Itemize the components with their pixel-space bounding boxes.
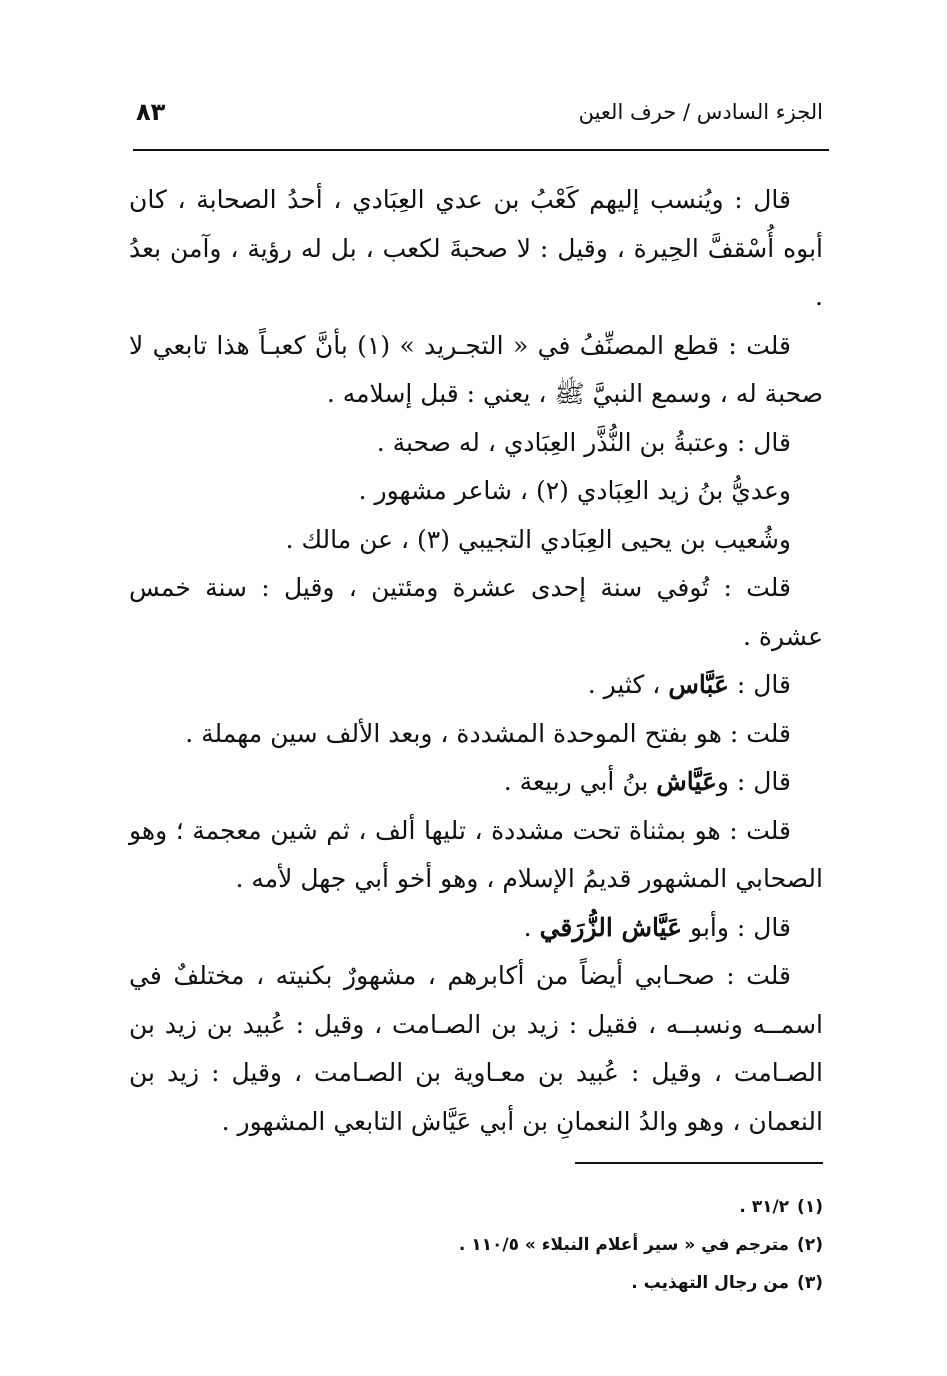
abbas-name: عَبَّاس (668, 670, 729, 699)
paragraph-kaab: قال : ويُنسب إليهم كَعْبُ بن عدي العِبَادي ، أحدُ الصحابة ، كان أبوه أُسْقفَّ الحِيرة ، وقيل : لا صحبةَ لكعب ، بل له رؤية ، وآمن بعدُ . (129, 185, 823, 311)
abu-ayyash-prefix: قال : وأبو (682, 912, 791, 942)
footnote-text: من رجال التهذيب . (631, 1273, 790, 1293)
paragraph-abu-ayyash (129, 904, 823, 953)
paragraph-tajrid-note: قلت : قطع المصنِّفُ في « التجـريد » (١) بأنَّ كعبـاً هذا تابعي لا صحبة له ، وسمع النبيَّ ﷺ ، يعني : قبل إسلامه . (129, 330, 823, 408)
paragraph-ayyash (129, 758, 823, 807)
paragraph-shuayb: وشُعيب بن يحيى العِبَادي التجيبي (٣) ، عن مالك . (285, 524, 791, 554)
footnote-text: مترجم في « سير أعلام النبلاء » ١١٠/٥ . (458, 1235, 790, 1255)
running-header: الجزء السادس / حرف العين (578, 100, 823, 124)
page-number: ٨٣ (136, 98, 166, 126)
footnote-number: (٢) (797, 1235, 823, 1255)
paragraph-ayyash-spelling: قلت : هو بمثناة تحت مشددة ، تليها ألف ، ثم شين معجمة ؛ وهو الصحابي المشهور قديمُ الإسلام ، وهو أخو أبي جهل لأمه . (129, 815, 823, 893)
main-text (129, 176, 823, 1146)
paragraph-utba: قال : وعتبةُ بن النُّذَّر العِبَادي ، له صحبة . (376, 427, 791, 457)
footnote-number: (٣) (797, 1273, 823, 1293)
footnote-rule (575, 1162, 823, 1164)
paragraph-abbas-spelling: قلت : هو بفتح الموحدة المشددة ، وبعد الألف سين مهملة . (185, 718, 791, 748)
ayyash-suffix: بنُ أبي ربيعة . (503, 767, 657, 796)
footnote-text: ٣١/٢ . (739, 1197, 790, 1217)
abbas-suffix: ، كثير . (587, 670, 669, 699)
footnote-number: (١) (797, 1197, 823, 1217)
ayyash-name: عَيَّاش (656, 767, 717, 796)
ayyash-prefix: قال : و (716, 767, 791, 796)
paragraph-abbas (129, 661, 823, 710)
abu-ayyash-name: عَيَّاش الزُّرَقي (539, 912, 683, 942)
footnotes (129, 1188, 823, 1302)
paragraph-death-date: قلت : تُوفي سنة إحدى عشرة ومئتين ، وقيل : سنة خمس عشرة . (129, 573, 823, 651)
paragraph-abu-ayyash-names: قلت : صحـابي أيضاً من أكابرهم ، مشهورٌ بكنيته ، مختلفٌ في اسمــه ونسبــه ، فقيل : زيد بن الصـامت ، وقيل : عُبيد بن زيد بن الصـامت ، وقيل : عُبيد بن معـاوية بن الصـامت ، وقيل : زيد بن النعمان ، وهو والدُ النعمانِ بن أبي عَيَّاش التابعي المشهور . (129, 961, 823, 1136)
abbas-prefix: قال : (728, 670, 791, 699)
footnote-item (129, 1188, 823, 1226)
footnote-item (129, 1226, 823, 1264)
footnote-item (129, 1264, 823, 1302)
header-rule (133, 149, 829, 151)
paragraph-adi: وعديُّ بنُ زيد العِبَادي (٢) ، شاعر مشهور . (358, 476, 791, 505)
abu-ayyash-suffix: . (523, 912, 540, 942)
